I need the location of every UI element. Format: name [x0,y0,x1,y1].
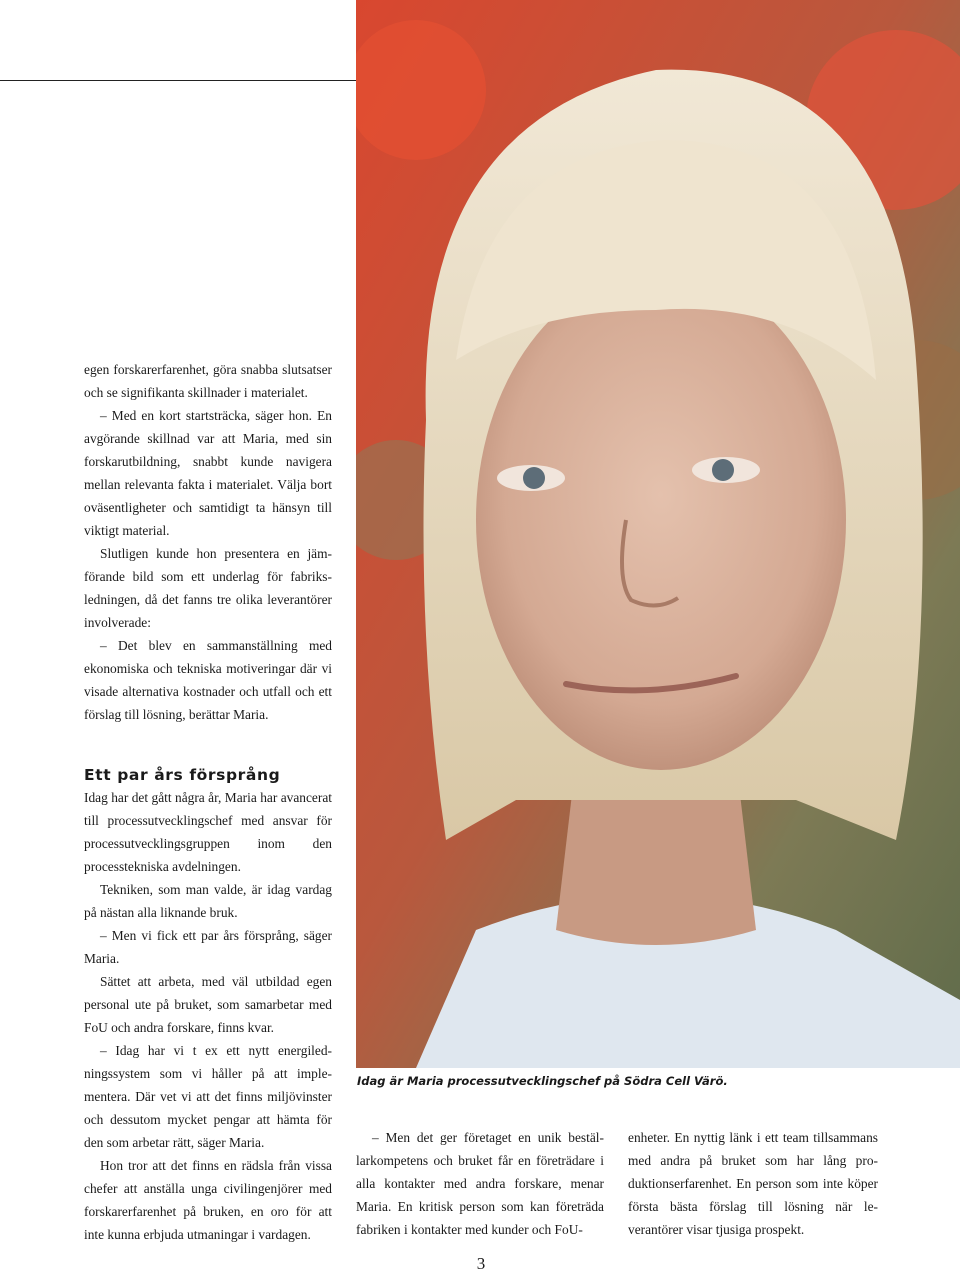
article-column-middle [356,1126,604,1241]
photo-caption: Idag är Maria processutvecklingschef på Södra Cell Värö. [357,1074,728,1088]
page-number: 3 [476,1254,486,1273]
paragraph: – Idag har vi t ex ett nytt energiledningssystem som vi håller på att implementera. Där vet vi att det finns miljövinster och dessutom mycket pengar att hämta för den som arbetar rätt, säger Maria. [84,1043,332,1150]
paragraph: Hon tror att det finns en rädsla från vissa chefer att anställa unga civilingenjörer med forskarerfarenhet på bruken, en oro för att inte kunna erbjuda utmaningar i vardagen. [84,1158,332,1242]
paragraph: – Med en kort startsträcka, säger hon. En avgörande skillnad var att Maria, med sin forskarutbildning, snabbt kunde navigera mellan relevanta fakta i materialet. Välja bort oväsentligheter och samtidigt ta hänsyn till viktigt material. [84,408,332,538]
article-column-right [628,1126,878,1241]
paragraph: enheter. En nyttig länk i ett team tillsammans med andra på bruket som har lång produktionserfarenhet. En person som inte köper första bästa förslag till lösning när leverantörer visar tjusiga prospekt. [628,1130,878,1237]
portrait-illustration [356,0,960,1068]
paragraph: – Men det ger företaget en unik beställarkompetens och bruket får en företrädare i alla kontakter med andra forskare, menar Maria. En kritisk person som kan företräda fabriken i kontakter med kunder och FoU- [356,1130,604,1237]
article-column-left-top [84,358,332,726]
paragraph: Idag har det gått några år, Maria har avancerat till processutvecklingschef med ansvar för processutvecklingsgruppen inom den processtekniska avdelningen. [84,790,332,874]
section-heading: Ett par års försprång [84,766,281,784]
paragraph: – Det blev en sammanställning med ekonomiska och tekniska motiveringar där vi visade alternativa kostnader och utfall och ett förslag till lösning, berättar Maria. [84,638,332,722]
portrait-photo [356,0,960,1068]
paragraph: egen forskarerfarenhet, göra snabba slutsatser och se signifikanta skillnader i materialet. [84,362,332,400]
paragraph: Sättet att arbeta, med väl utbildad egen personal ute på bruket, som samarbetar med FoU och andra forskare, finns kvar. [84,974,332,1035]
paragraph: – Men vi fick ett par års försprång, säger Maria. [84,928,332,966]
paragraph: Slutligen kunde hon presentera en jämförande bild som ett underlag för fabriksledningen, då det fanns tre olika leverantörer involverade: [84,546,332,630]
paragraph: Tekniken, som man valde, är idag vardag på nästan alla liknande bruk. [84,882,332,920]
article-column-left-bottom [84,786,332,1246]
top-rule [0,80,356,81]
